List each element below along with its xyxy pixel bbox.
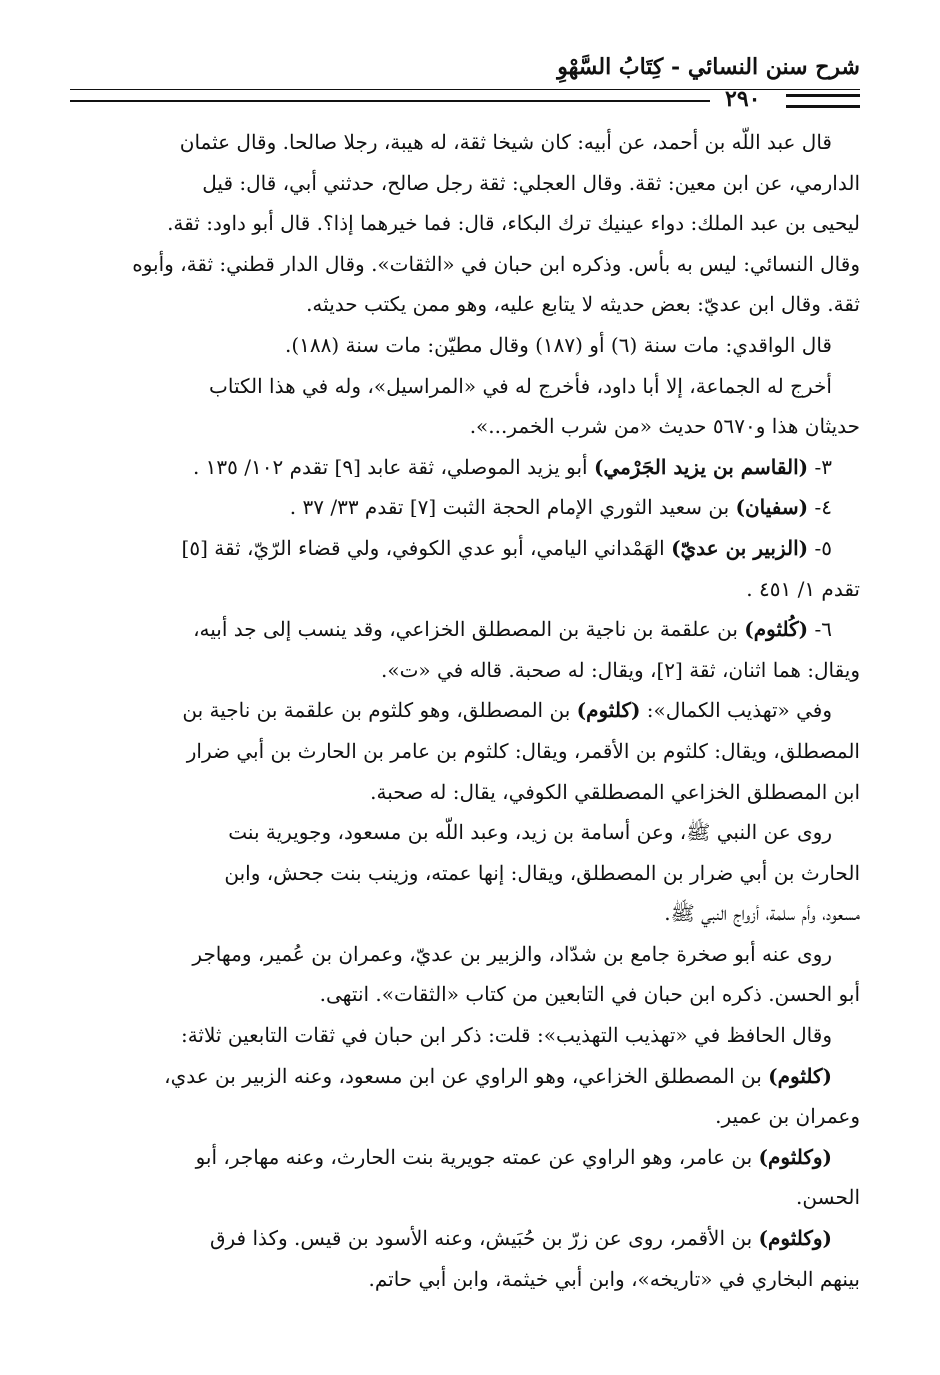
text-run: ويقال: هما اثنان، ثقة [٢]، ويقال: له صحبة. قاله في «ت». — [381, 657, 860, 682]
text-line — [70, 772, 860, 813]
page-number: ٢٩٠ — [725, 86, 761, 112]
text-line — [70, 1177, 860, 1218]
text-run: المصطلق، ويقال: كلثوم بن الأقمر، ويقال: كلثوم بن عامر بن الحارث بن أبي ضرار — [186, 738, 860, 763]
text-run: ليحيى بن عبد الملك: دواء عينيك ترك البكاء، قال: فما خيرهما إذا؟. قال أبو داود: ثقة. — [167, 211, 860, 236]
narrator-3 — [70, 447, 860, 488]
text-run: ٥- — [808, 535, 832, 560]
text-run: ٦- — [808, 617, 832, 642]
paragraph-takhrij — [70, 366, 860, 447]
text-line — [70, 650, 860, 691]
paragraph-narrated-from — [70, 812, 860, 934]
text-run: روى عن النبي ﷺ، وعن أسامة بن زيد، وعبد اللّه بن مسعود، وجويرية بنت — [228, 820, 832, 845]
text-line — [70, 447, 860, 488]
paragraph-narrated-by — [70, 934, 860, 1015]
text-run: وقال الحافظ في «تهذيب التهذيب»: قلت: ذكر ابن حبان في ثقات التابعين ثلاثة: — [180, 1023, 832, 1048]
running-title: شرح سنن النسائي - كِتَابُ السَّهْوِ — [557, 54, 860, 80]
text-run: بينهم البخاري في «تاريخه»، وابن أبي خيثمة، وابن أبي حاتم. — [368, 1266, 860, 1291]
narrator-name: (كلثوم) — [768, 1063, 832, 1088]
rule-double — [786, 94, 860, 108]
text-line — [70, 690, 860, 731]
text-run: حديثان هذا و٥٦٧٠ حديث «من شرب الخمر...». — [469, 414, 860, 439]
text-run: بن الأقمر، روى عن زرّ بن حُبَيش، وعنه الأسود بن قيس. وكذا فرق — [209, 1226, 759, 1251]
text-run: تقدم ١/ ٤٥١ . — [746, 576, 860, 601]
text-run: أبو يزيد الموصلي، ثقة عابد [٩] تقدم ١٠٢/ ١٣٥ . — [192, 454, 594, 479]
text-run: الحسن. — [796, 1185, 860, 1210]
narrator-name: (وكلثوم) — [758, 1226, 832, 1251]
page-number-rule — [70, 86, 860, 112]
text-run: وعمران بن عمير. — [715, 1104, 860, 1129]
narrator-6 — [70, 609, 860, 690]
text-run: وفي «تهذيب الكمال»: — [640, 698, 832, 723]
text-line — [70, 893, 860, 934]
text-line — [70, 325, 860, 366]
narrator-name: (سفيان) — [735, 495, 809, 520]
text-run: وقال النسائي: ليس به بأس. وذكره ابن حبان في «الثقات». وقال الدار قطني: ثقة، وأبوه — [132, 251, 860, 276]
paragraph-hafiz — [70, 1015, 860, 1137]
text-run: بن سعيد الثوري الإمام الحجة الثبت [٧] تقدم ٣٣/ ٣٧ . — [289, 495, 736, 520]
text-line — [70, 731, 860, 772]
text-run: أخرج له الجماعة، إلا أبا داود، فأخرج له في «المراسيل»، وله في هذا الكتاب — [209, 373, 832, 398]
text-line — [70, 244, 860, 285]
text-line — [70, 1015, 860, 1056]
text-line — [70, 1096, 860, 1137]
text-run: بن علقمة بن ناجية بن المصطلق الخزاعي، وقد ينسب إلى جد أبيه، — [193, 617, 745, 642]
text-run: قال الواقدي: مات سنة (٦) أو (١٨٧) وقال مطيّن: مات سنة (١٨٨). — [284, 332, 832, 357]
text-line — [70, 1259, 860, 1300]
text-run: بن المصطلق الخزاعي، وهو الراوي عن ابن مسعود، وعنه الزبير بن عدي، — [164, 1063, 769, 1088]
text-run: قال عبد اللّه بن أحمد، عن أبيه: كان شيخا ثقة، له هيبة، رجلا صالحا. وقال عثمان — [179, 130, 832, 154]
text-line — [70, 122, 860, 163]
text-line — [70, 609, 860, 650]
text-line — [70, 406, 860, 447]
text-run: ثقة. وقال ابن عديّ: بعض حديثه لا يتابع عليه، وهو ممن يكتب حديثه. — [306, 292, 860, 317]
text-run: مسعود، وأم سلمة، أزواج النبي ﷺ. — [664, 901, 860, 926]
text-line — [70, 853, 860, 894]
text-run: أبو الحسن. ذكره ابن حبان في التابعين من كتاب «الثقات». انتهى. — [319, 982, 860, 1007]
narrator-name: (القاسم بن يزيد الجَرْمي) — [593, 454, 809, 479]
text-line — [70, 1218, 860, 1259]
text-line — [70, 934, 860, 975]
text-run: بن عامر، وهو الراوي عن عمته جويرية بنت الحارث، وعنه مهاجر، أبو — [195, 1144, 759, 1169]
paragraph-kulthum-aqmar — [70, 1218, 860, 1299]
paragraph-kulthum-amir — [70, 1137, 860, 1218]
text-run: ٤- — [808, 495, 832, 520]
narrator-name: (وكلثوم) — [758, 1144, 832, 1169]
text-line — [70, 487, 860, 528]
text-line — [70, 163, 860, 204]
narrator-name: (كُلثوم) — [744, 617, 809, 642]
narrator-name: (الزبير بن عديّ) — [671, 535, 809, 560]
text-run: الدارمي، عن ابن معين: ثقة. وقال العجلي: ثقة رجل صالح، حدثني أبي، قال: قيل — [202, 170, 860, 195]
text-run: الحارث بن أبي ضرار بن المصطلق، ويقال: إنها عمته، وزينب بنت جحش، وابن — [224, 860, 860, 885]
text-run: روى عنه أبو صخرة جامع بن شدّاد، والزبير بن عديّ، وعمران بن عُمير، ومهاجر — [192, 941, 832, 966]
text-run: الهَمْداني اليامي، أبو عدي الكوفي، ولي قضاء الرّيّ، ثقة [٥] — [181, 535, 672, 560]
paragraph-biography-1 — [70, 122, 860, 325]
text-run: ابن المصطلق الخزاعي المصطلقي الكوفي، يقال: له صحبة. — [370, 779, 860, 804]
paragraph-death — [70, 325, 860, 366]
text-line — [70, 528, 860, 569]
text-line — [70, 366, 860, 407]
narrator-5 — [70, 528, 860, 609]
text-line — [70, 284, 860, 325]
text-run: بن المصطلق، وهو كلثوم بن علقمة بن ناجية بن — [182, 698, 577, 723]
text-line — [70, 974, 860, 1015]
text-line — [70, 1056, 860, 1097]
rule-left — [70, 100, 710, 102]
narrator-4 — [70, 487, 860, 528]
narrator-name: (كلثوم) — [576, 698, 641, 723]
text-line — [70, 203, 860, 244]
paragraph-tahdhib-kamal — [70, 690, 860, 812]
text-line — [70, 569, 860, 610]
text-line — [70, 812, 860, 853]
body-text — [70, 122, 860, 1299]
text-line — [70, 1137, 860, 1178]
text-run: ٣- — [808, 454, 832, 479]
